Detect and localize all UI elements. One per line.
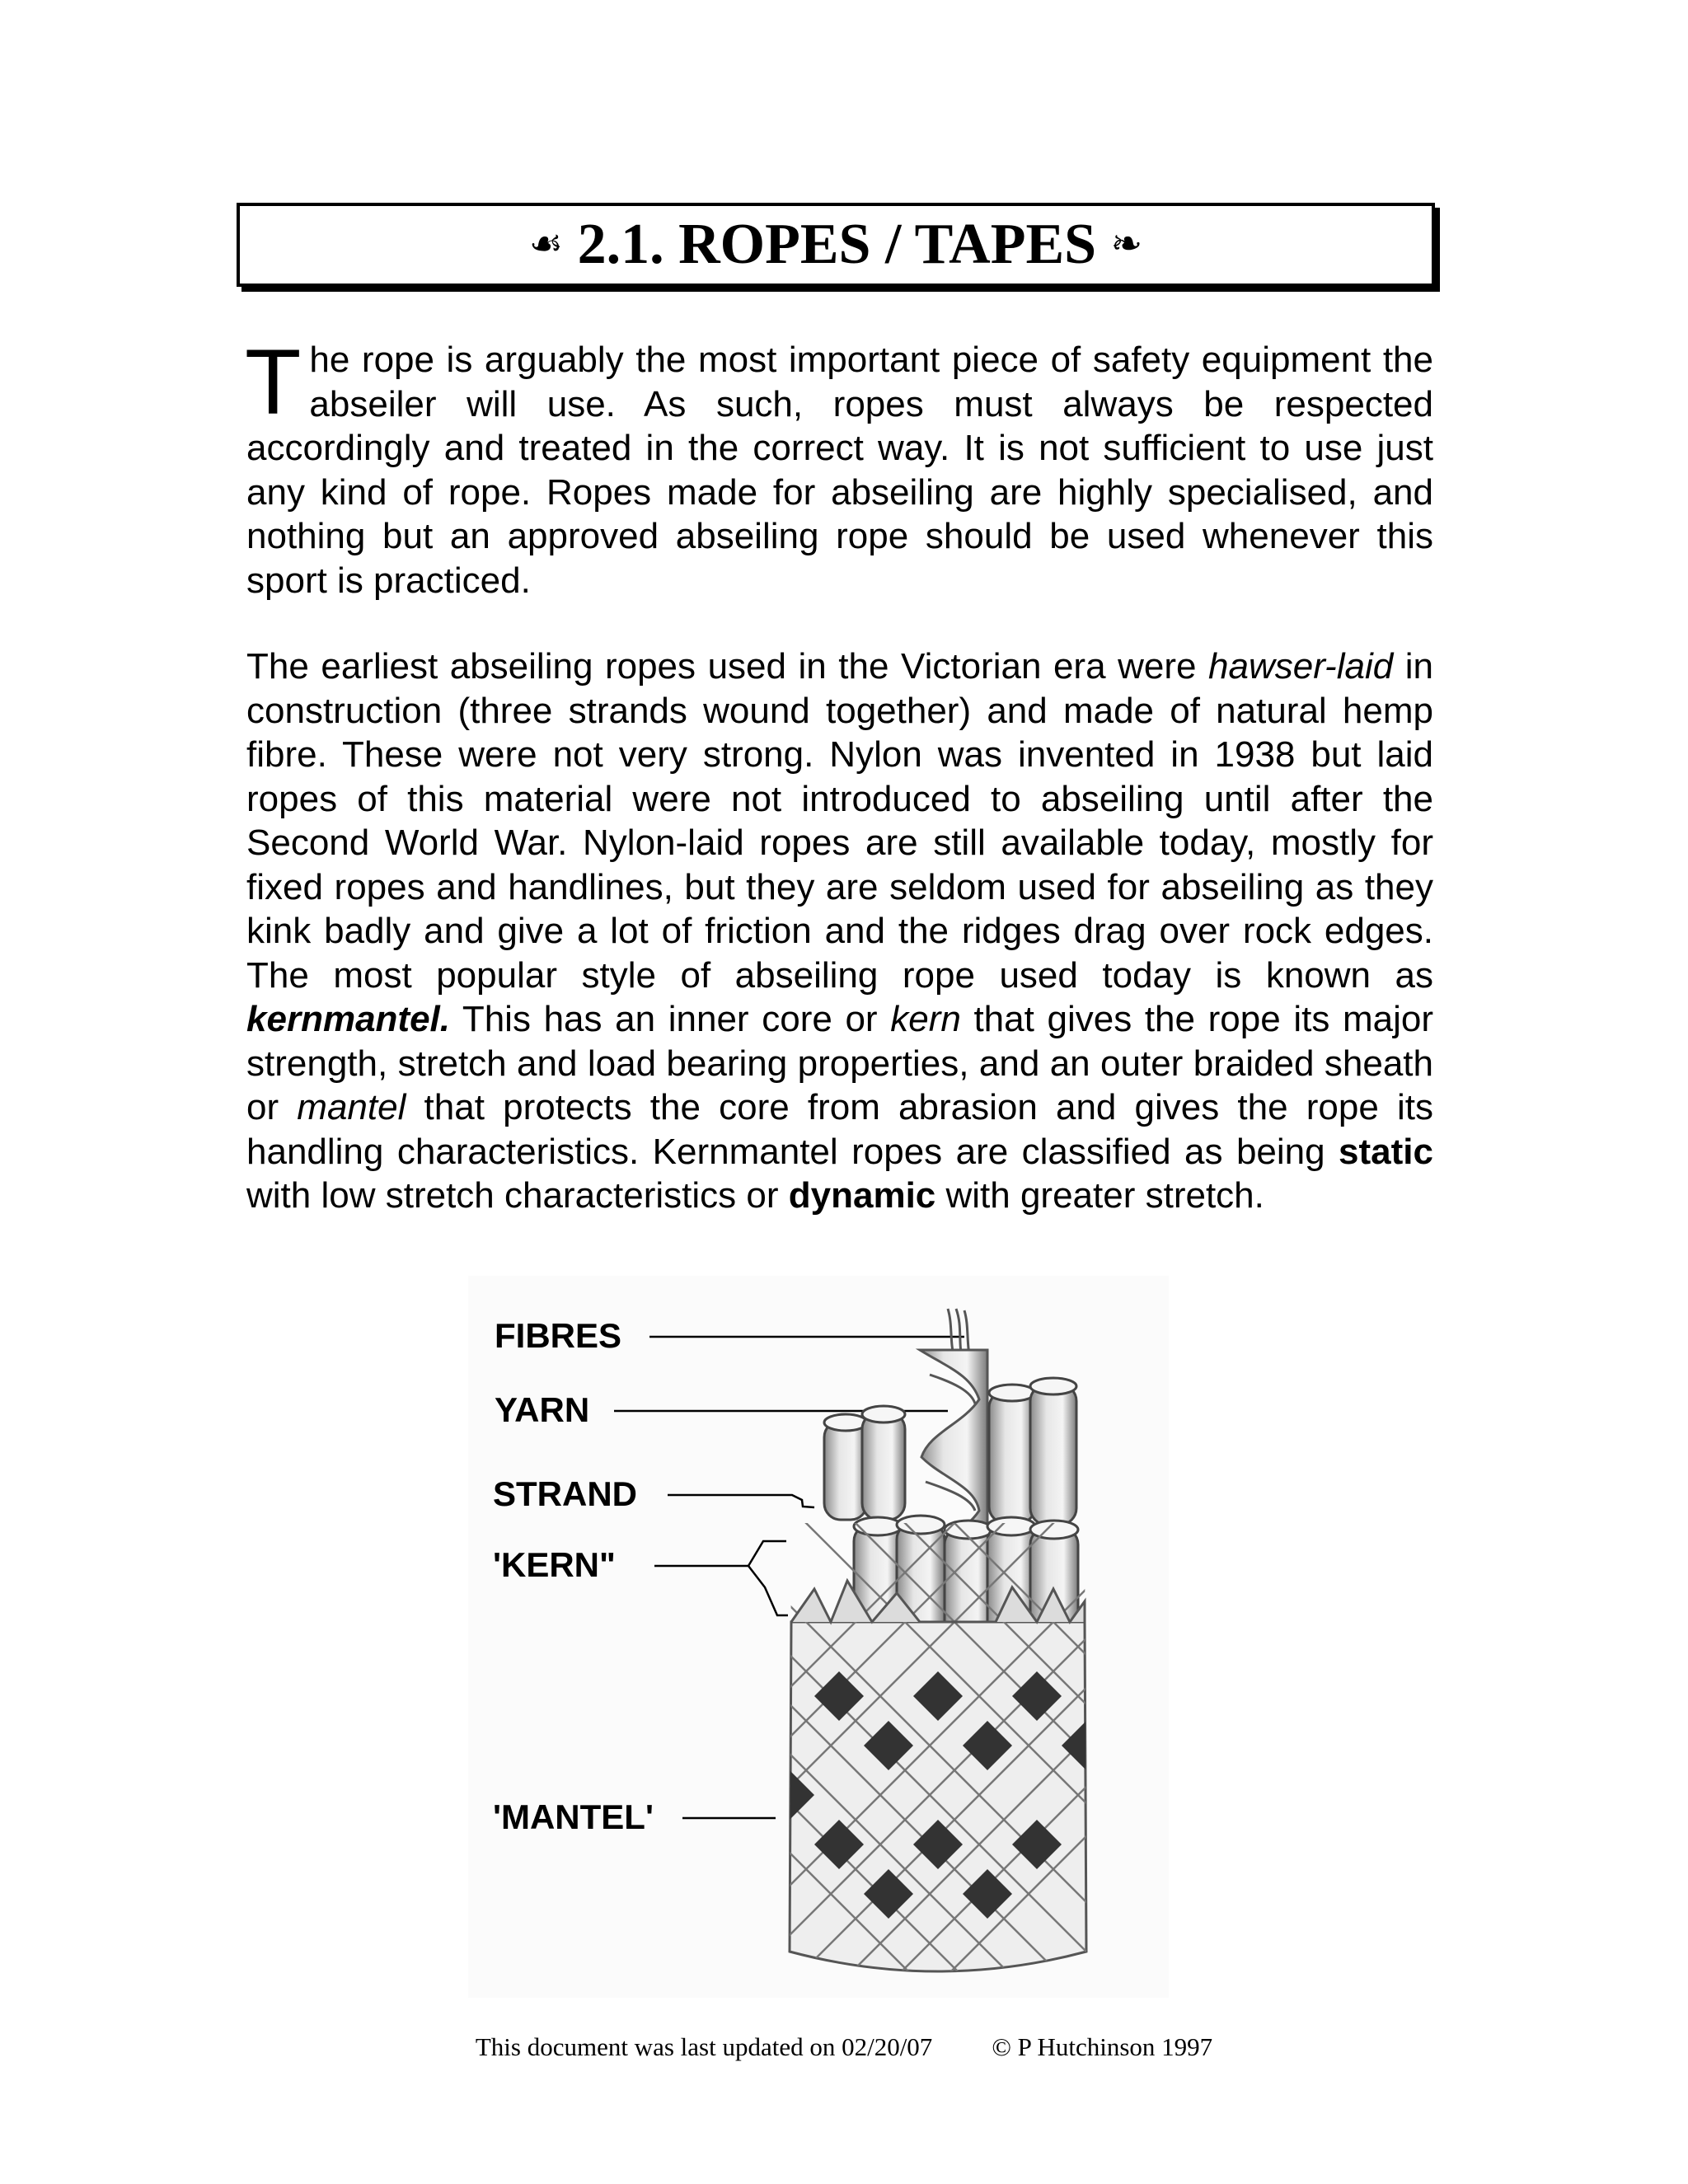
label-yarn: YARN (495, 1390, 590, 1429)
text-run: that gives the rope its major strength, stretch and load bearing properties, and an outer braided sheath or (246, 999, 1433, 1127)
intro-paragraph (245, 330, 1433, 602)
rope-illustration (468, 1276, 1169, 1998)
term-kernmantel: kernmantel. (246, 999, 450, 1039)
section-heading-text: 2.1. ROPES / TAPES (577, 213, 1097, 276)
intro-paragraph-text: he rope is arguably the most important piece of safety equipment the abseiler will use. As such, ropes must always be respected accordingly and treated in the correct way. It is not sufficient to use just any kind of rope. Ropes made for abseiling are highly specialised, and nothing but an approved abseiling rope should be used whenever this sport is practiced. (246, 340, 1433, 601)
drop-cap: T (245, 330, 302, 434)
term-kern: kern (890, 999, 961, 1039)
text-run: with greater stretch. (935, 1175, 1264, 1216)
term-hawser-laid: hawser-laid (1208, 646, 1394, 687)
text-run: This has an inner core or (449, 999, 891, 1039)
ornament-right-icon: ❧ (1110, 221, 1143, 265)
history-paragraph (246, 644, 1433, 1218)
ornament-left-icon: ☙ (528, 221, 564, 265)
term-dynamic: dynamic (788, 1175, 936, 1216)
label-mantel: 'MANTEL' (493, 1797, 654, 1836)
term-static: static (1339, 1131, 1433, 1172)
page-footer (0, 2032, 1688, 2062)
text-run: The earliest abseiling ropes used in the Victorian era were (246, 646, 1208, 687)
section-heading-box (237, 203, 1435, 287)
copyright-note: © P Hutchinson 1997 (992, 2032, 1213, 2061)
text-run: that protects the core from abrasion and gives the rope its handling characteristics. Kernmantel ropes are classified as being (246, 1087, 1433, 1172)
label-fibres: FIBRES (495, 1316, 622, 1355)
section-heading (528, 213, 1143, 276)
text-run: with low stretch characteristics or (246, 1175, 789, 1216)
kernmantel-rope-diagram (468, 1276, 1169, 1998)
last-updated-note: This document was last updated on 02/20/07 (475, 2032, 933, 2061)
term-mantel: mantel (297, 1087, 406, 1127)
label-strand: STRAND (493, 1474, 637, 1513)
label-kern: 'KERN" (493, 1545, 616, 1584)
text-run: in construction (three strands wound together) and made of natural hemp fibre. These were not very strong. Nylon was invented in 1938 but laid ropes of this material were not introduced to abseiling until after the Second World War. Nylon-laid ropes are still available today, mostly for fixed ropes and handlines, but they are seldom used for abseiling as they kink badly and give a lot of friction and the ridges drag over rock edges. The most popular style of abseiling rope used today is known as (246, 646, 1433, 996)
